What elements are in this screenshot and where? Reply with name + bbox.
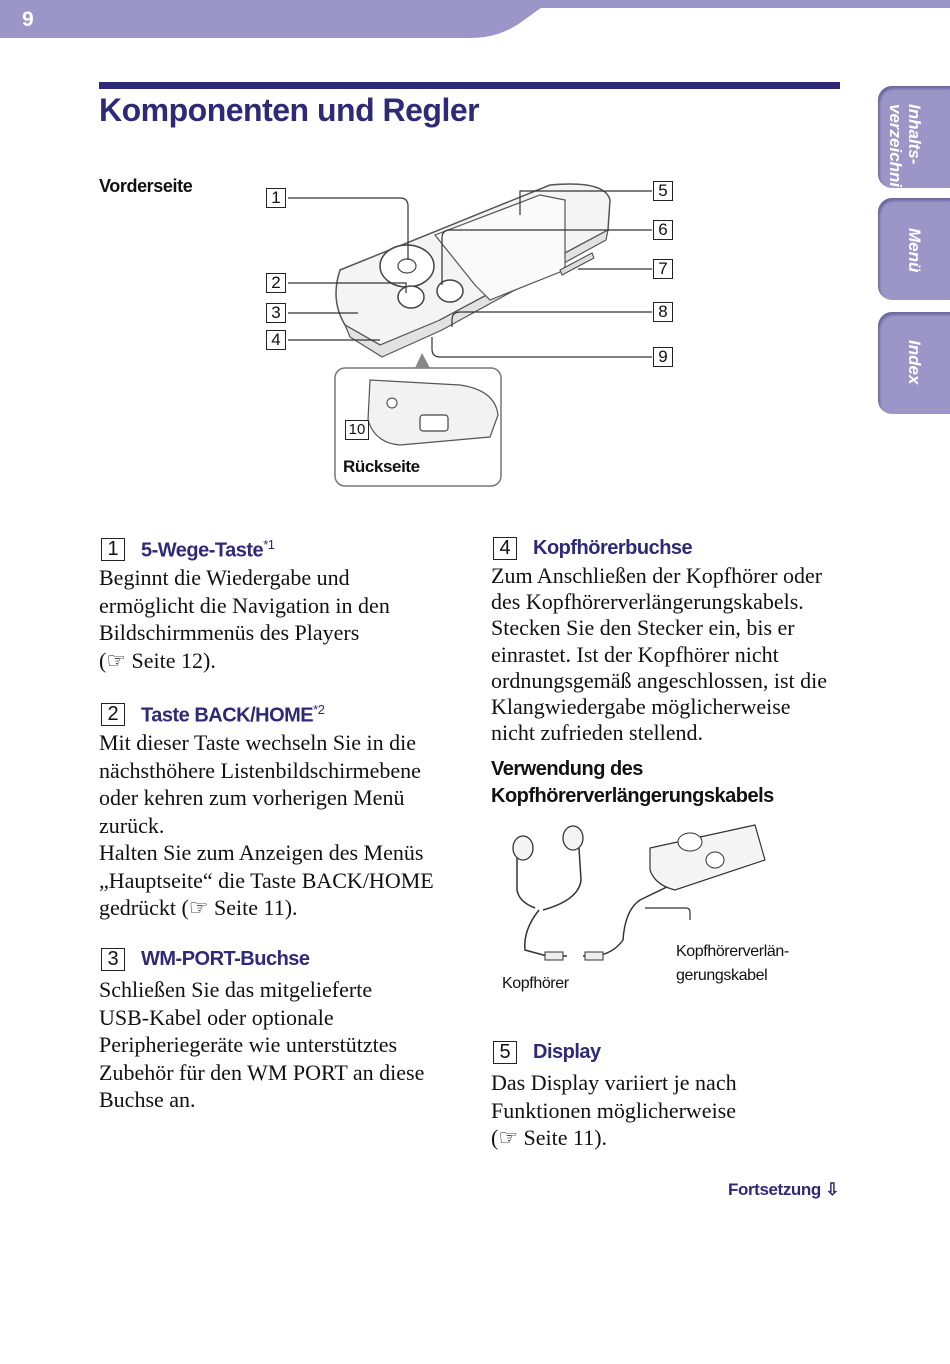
tab-inhaltsverzeichnis-label: Inhalts- verzeichnis — [886, 104, 924, 197]
callout-10: 10 — [345, 420, 369, 440]
continuation-link[interactable]: Fortsetzung ⇩ — [728, 1180, 840, 1199]
extension-heading: Verwendung des Kopfhörerverlängerungskabels — [491, 758, 774, 807]
section-1-body: Beginnt die Wiedergabe und ermöglicht die Navigation in den Bildschirmmenüs des Players (☞ Seite 12). — [99, 565, 390, 673]
front-label: Vorderseite — [99, 176, 193, 196]
section-5-heading — [493, 1041, 601, 1064]
header-band — [0, 0, 950, 40]
section-1-number: 1 — [101, 538, 125, 561]
section-4-heading — [493, 537, 692, 560]
callout-3: 3 — [266, 303, 286, 323]
section-5-number: 5 — [493, 1041, 517, 1064]
section-5-body: Das Display variiert je nach Funktionen möglicherweise (☞ Seite 11). — [491, 1070, 737, 1150]
tab-menu[interactable] — [878, 198, 950, 300]
section-3-heading — [101, 948, 310, 971]
section-3-number: 3 — [101, 948, 125, 971]
section-2-body: Mit dieser Taste wechseln Sie in die nächsthöhere Listenbildschirmebene oder kehren zum vorherigen Menü zurück. Halten Sie zum Anzeigen des Menüs „Hauptseite“ die Taste BACK/HOME gedrückt (☞ Seite 11). — [99, 730, 434, 920]
section-2-heading — [101, 702, 324, 728]
section-5-title: Display — [533, 1041, 601, 1063]
tab-index-label: Index — [905, 340, 924, 385]
callout-6: 6 — [653, 220, 673, 240]
callout-9: 9 — [653, 347, 673, 367]
callout-2: 2 — [266, 273, 286, 293]
section-4-title: Kopfhörerbuchse — [533, 537, 693, 559]
section-2-title: Taste BACK/HOME$^{*2}$ — [141, 702, 325, 727]
title-rule — [99, 82, 840, 89]
page-title: Komponenten und Regler — [99, 92, 480, 128]
page-number: 9 — [22, 8, 33, 31]
tab-index[interactable] — [878, 312, 950, 414]
section-3-title: WM-PORT-Buchse — [141, 948, 310, 970]
tab-menu-label: Menü — [905, 228, 924, 273]
section-3-body: Schließen Sie das mitgelieferte USB-Kabel oder optionale Peripheriegeräte wie unterstütztes Zubehör für den WM PORT an diese Buchse an. — [99, 977, 425, 1112]
section-1-title: 5-Wege-Taste$^{*1}$ — [141, 537, 275, 562]
callout-4: 4 — [266, 330, 286, 350]
section-2-number: 2 — [101, 703, 125, 726]
back-label: Rückseite — [343, 457, 420, 476]
section-4-body: Zum Anschließen der Kopfhörer oder des Kopfhörerverlängerungskabels. Stecken Sie den Stecker ein, bis er einrastet. Ist der Kopfhörer nicht ordnungsgemäß angeschlossen, ist die Klangwiedergabe möglicherweise nicht zufrieden stellend. — [491, 563, 828, 746]
label-extension-cable: Kopfhörerverlän- gerungskabel — [676, 943, 789, 984]
section-1-heading — [101, 537, 274, 563]
label-headphones: Kopfhörer — [502, 975, 569, 992]
callout-8: 8 — [653, 302, 673, 322]
tab-inhaltsverzeichnis[interactable] — [878, 86, 950, 197]
player-diagram — [260, 175, 700, 495]
callout-1: 1 — [266, 188, 286, 208]
callout-5: 5 — [653, 181, 673, 201]
section-4-number: 4 — [493, 537, 517, 560]
callout-7: 7 — [653, 259, 673, 279]
